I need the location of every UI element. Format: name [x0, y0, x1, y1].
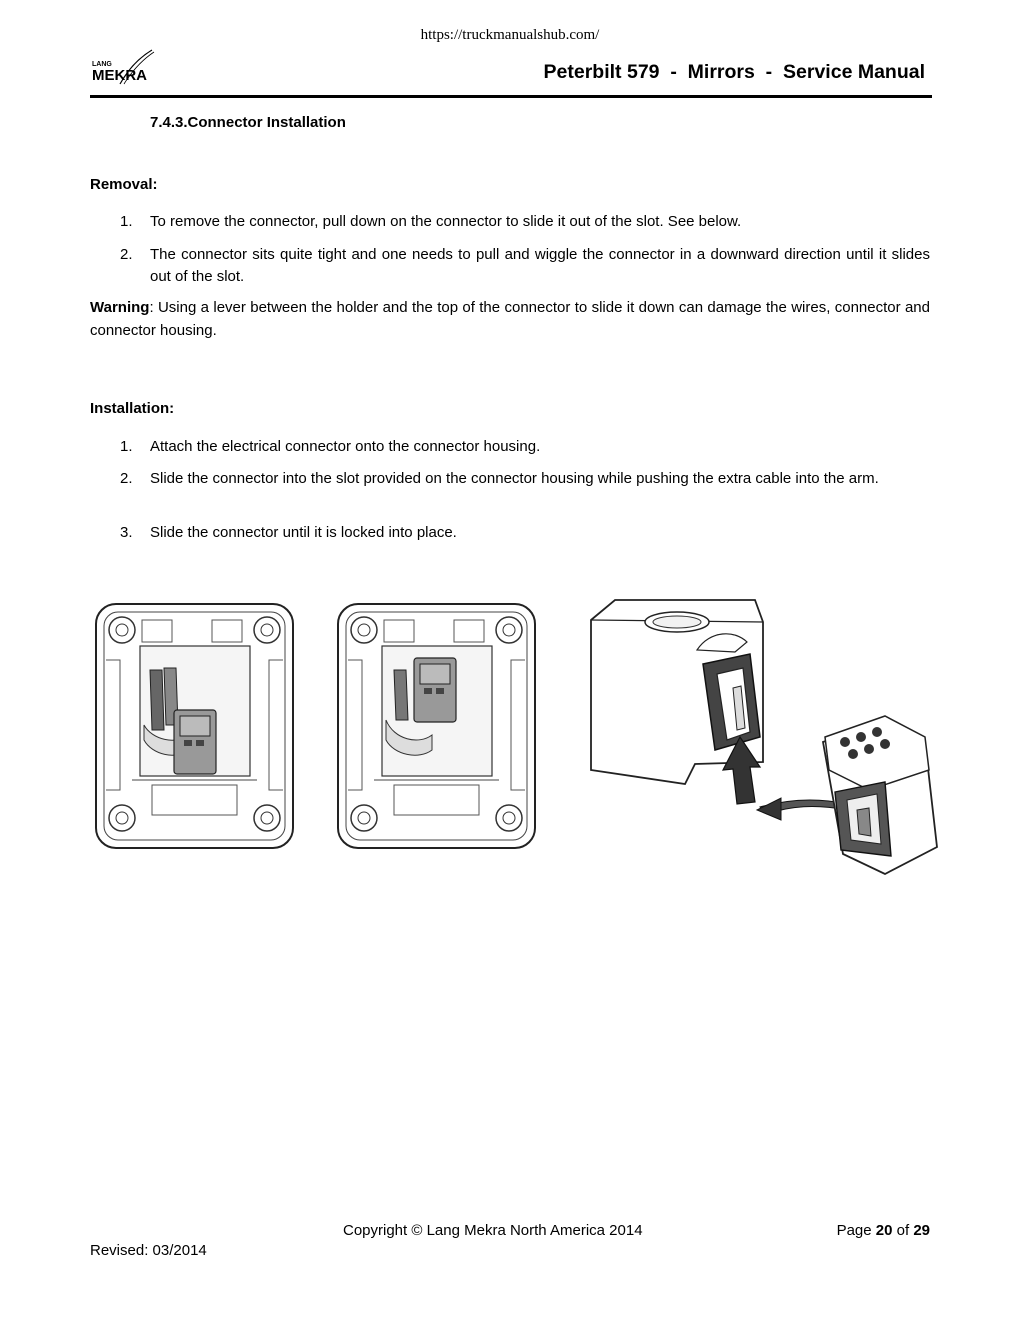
step-text: Attach the electrical connector onto the connector housing. [150, 438, 541, 455]
warning-text: : Using a lever between the holder and the top of the connector to slide it down can damage the wires, connector and connector housing. [90, 299, 930, 339]
connector-holder-figure-1 [92, 600, 297, 852]
footer-copyright: Copyright © Lang Mekra North America 2014 [343, 1222, 643, 1239]
warning-label: Warning [90, 299, 150, 316]
step-number: 1. [120, 438, 133, 455]
header-divider [90, 95, 932, 98]
page-current: 20 [875, 1222, 893, 1239]
page-of: of [892, 1222, 914, 1239]
document-title: Peterbilt 579 - Mirrors - Service Manual [543, 61, 925, 83]
step-text: To remove the connector, pull down on the connector to slide it out of the slot. See below. [150, 213, 742, 230]
step-number: 3. [120, 524, 133, 541]
step-text: Slide the connector into the slot provided on the connector housing while pushing the extra cable into the arm. [150, 470, 879, 487]
step-number: 2. [120, 246, 133, 263]
connector-holder-figure-2 [334, 600, 539, 852]
installation-heading: Installation: [90, 400, 175, 417]
removal-heading: Removal: [90, 176, 158, 193]
warning-paragraph [90, 296, 930, 342]
step-number: 2. [120, 470, 133, 487]
svg-text:LANG: LANG [92, 61, 112, 68]
footer-page-number [837, 1222, 930, 1239]
lang-mekra-logo [90, 46, 160, 88]
source-url: https://truckmanualshub.com/ [420, 27, 600, 43]
page-total: 29 [913, 1222, 930, 1239]
step-text: The connector sits quite tight and one needs to pull and wiggle the connector in a downward direction until it slides out of the slot. [150, 246, 930, 285]
section-title: 7.4.3.Connector Installation [150, 114, 346, 131]
step-number: 1. [120, 213, 133, 230]
step-text: Slide the connector until it is locked into place. [150, 524, 457, 541]
page-prefix: Page [836, 1222, 876, 1239]
footer-revised: Revised: 03/2014 [90, 1242, 207, 1259]
svg-text:MEKRA: MEKRA [92, 67, 147, 84]
connector-insertion-diagram [585, 592, 947, 884]
